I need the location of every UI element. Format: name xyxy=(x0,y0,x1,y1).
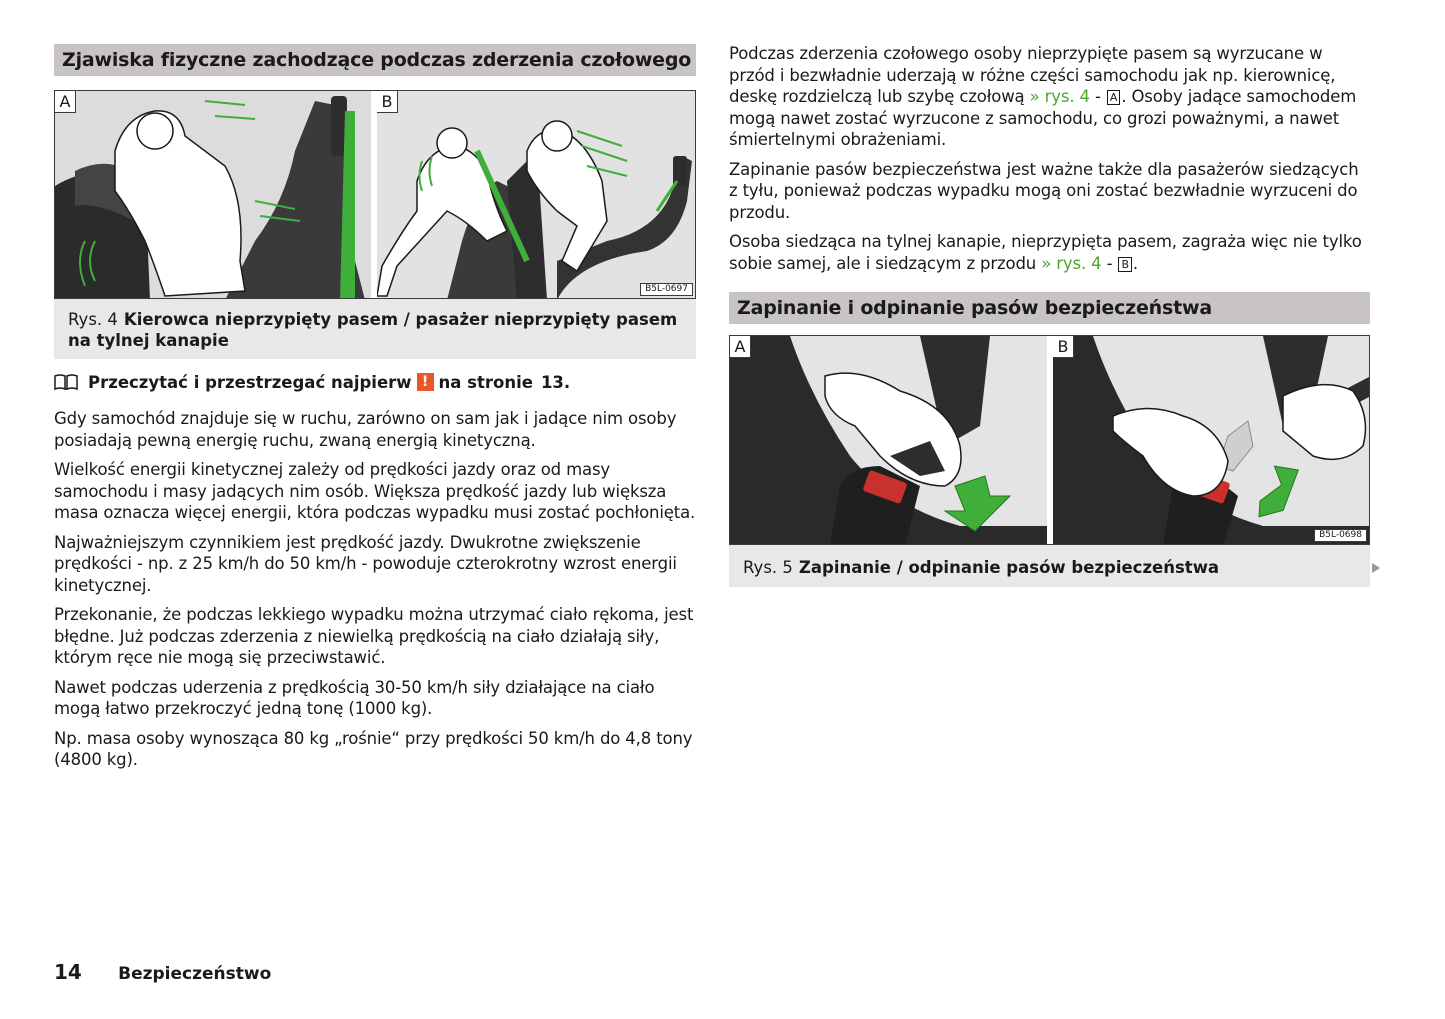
figure-4-panel-a xyxy=(55,91,371,298)
figure-code: B5L-0697 xyxy=(640,283,693,296)
note-page-link[interactable]: 13. xyxy=(540,372,571,392)
figure-5 xyxy=(729,335,1370,545)
driver-unbelted-illustration xyxy=(55,91,371,298)
note-suffix: na stronie xyxy=(438,372,533,392)
panel-letter-a: A xyxy=(55,91,76,113)
paragraph: Najważniejszym czynnikiem jest prędkość jazdy. Dwukrotne zwiększenie prędkości - np. z 25 km/h do 50 km/h - powoduje czterokrotny wzrost energii kinetycznej. xyxy=(54,532,677,595)
continue-arrow-icon xyxy=(1372,563,1380,573)
paragraph: Wielkość energii kinetycznej zależy od prędkości jazdy oraz od masy samochodu i masy jadących nim osób. Większa prędkość jazdy lub większa masa oznacza więcej energii, która podczas wypadku musi zostać pochłonięta. xyxy=(54,460,696,522)
paragraph-collision xyxy=(729,43,1370,151)
left-body-text xyxy=(54,408,696,771)
right-body-text xyxy=(729,43,1370,274)
chapter-name: Bezpieczeństwo xyxy=(118,964,272,984)
caption-title: Zapinanie / odpinanie pasów bezpieczeństwa xyxy=(798,558,1220,577)
figure-4 xyxy=(54,90,696,299)
paragraph-rear-danger xyxy=(729,231,1370,274)
text-run: - xyxy=(1089,87,1106,106)
warning-icon: ! xyxy=(417,373,434,391)
figure-ref-link[interactable]: » rys. 4 xyxy=(1041,253,1102,273)
page-number: 14 xyxy=(54,960,82,984)
rear-passenger-unbelted-illustration xyxy=(377,91,696,298)
paragraph: Nawet podczas uderzenia z prędkością 30-50 km/h siły działające na ciało mogą łatwo przekroczyć jedną tonę (1000 kg). xyxy=(54,677,655,718)
text-run: . xyxy=(1132,253,1138,273)
panel-letter-b: B xyxy=(377,91,398,113)
right-column xyxy=(729,0,1370,587)
section-title-frontal-collision: Zjawiska fizyczne zachodzące podczas zderzenia czołowego xyxy=(54,44,696,76)
figure-5-panel-a xyxy=(730,336,1047,544)
figure-4-caption xyxy=(54,299,696,359)
text-run: - xyxy=(1101,253,1118,273)
panel-letter-b: B xyxy=(1053,336,1074,358)
left-column xyxy=(54,0,696,779)
note-prefix: Przeczytać i przestrzegać najpierw xyxy=(88,372,412,392)
fastening-belt-illustration xyxy=(730,336,1047,544)
section-title-belts: Zapinanie i odpinanie pasów bezpieczeństwa xyxy=(729,292,1370,324)
figure-code: B5L-0698 xyxy=(1314,529,1367,542)
figure-5-caption xyxy=(729,545,1370,587)
text-run: Osoba siedząca na tylnej kanapie, nieprzypięta pasem, zagraża więc nie tylko sobie samej, ale i siedzącym z przodu xyxy=(729,232,1362,273)
figure-4-panel-b xyxy=(377,91,696,298)
unfastening-belt-illustration xyxy=(1053,336,1370,544)
text-run: Podczas zderzenia czołowego osoby nieprzypięte pasem są wyrzucane w przód i bezwładnie uderzają w różne części samochodu jak np. kierownicę, deskę rozdzielczą lub szybę czołową xyxy=(729,44,1336,106)
panel-letter-a: A xyxy=(730,336,751,358)
caption-label: Rys. 4 xyxy=(68,310,118,329)
text-run: . Osoby jadące samochodem mogą nawet zostać wyrzucone z samochodu, co grozi poważnymi, a nawet śmiertelnymi obrażeniami. xyxy=(729,87,1357,149)
paragraph: Przekonanie, że podczas lekkiego wypadku można utrzymać ciało rękoma, jest błędne. Już podczas zderzenia z niewielką prędkością na ciało działają siły, którym ręce nie mogą się przeciwstawić. xyxy=(54,605,694,667)
paragraph: Np. masa osoby wynosząca 80 kg „rośnie“ przy prędkości 50 km/h do 4,8 tony (4800 kg). xyxy=(54,728,693,769)
paragraph: Gdy samochód znajduje się w ruchu, zarówno on sam jak i jadące nim osoby posiadają pewną energię ruchu, zwaną energią kinetyczną. xyxy=(54,409,677,450)
caption-title: Kierowca nieprzypięty pasem / pasażer nieprzypięty pasem na tylnej kanapie xyxy=(68,310,678,350)
figure-ref-link[interactable]: » rys. 4 xyxy=(1029,87,1090,106)
caption-label: Rys. 5 xyxy=(743,558,793,577)
paragraph-rear-passengers: Zapinanie pasów bezpieczeństwa jest ważne także dla pasażerów siedzących z tyłu, ponieważ podczas wypadku mogą oni zostać bezwładnie wyrzuceni do przodu. xyxy=(729,159,1359,222)
panel-ref-b: B xyxy=(1118,257,1131,272)
panel-ref-a: A xyxy=(1107,90,1120,105)
figure-5-panel-b xyxy=(1053,336,1370,544)
book-icon xyxy=(54,373,78,391)
read-first-note xyxy=(54,371,696,393)
page-footer xyxy=(54,960,271,984)
